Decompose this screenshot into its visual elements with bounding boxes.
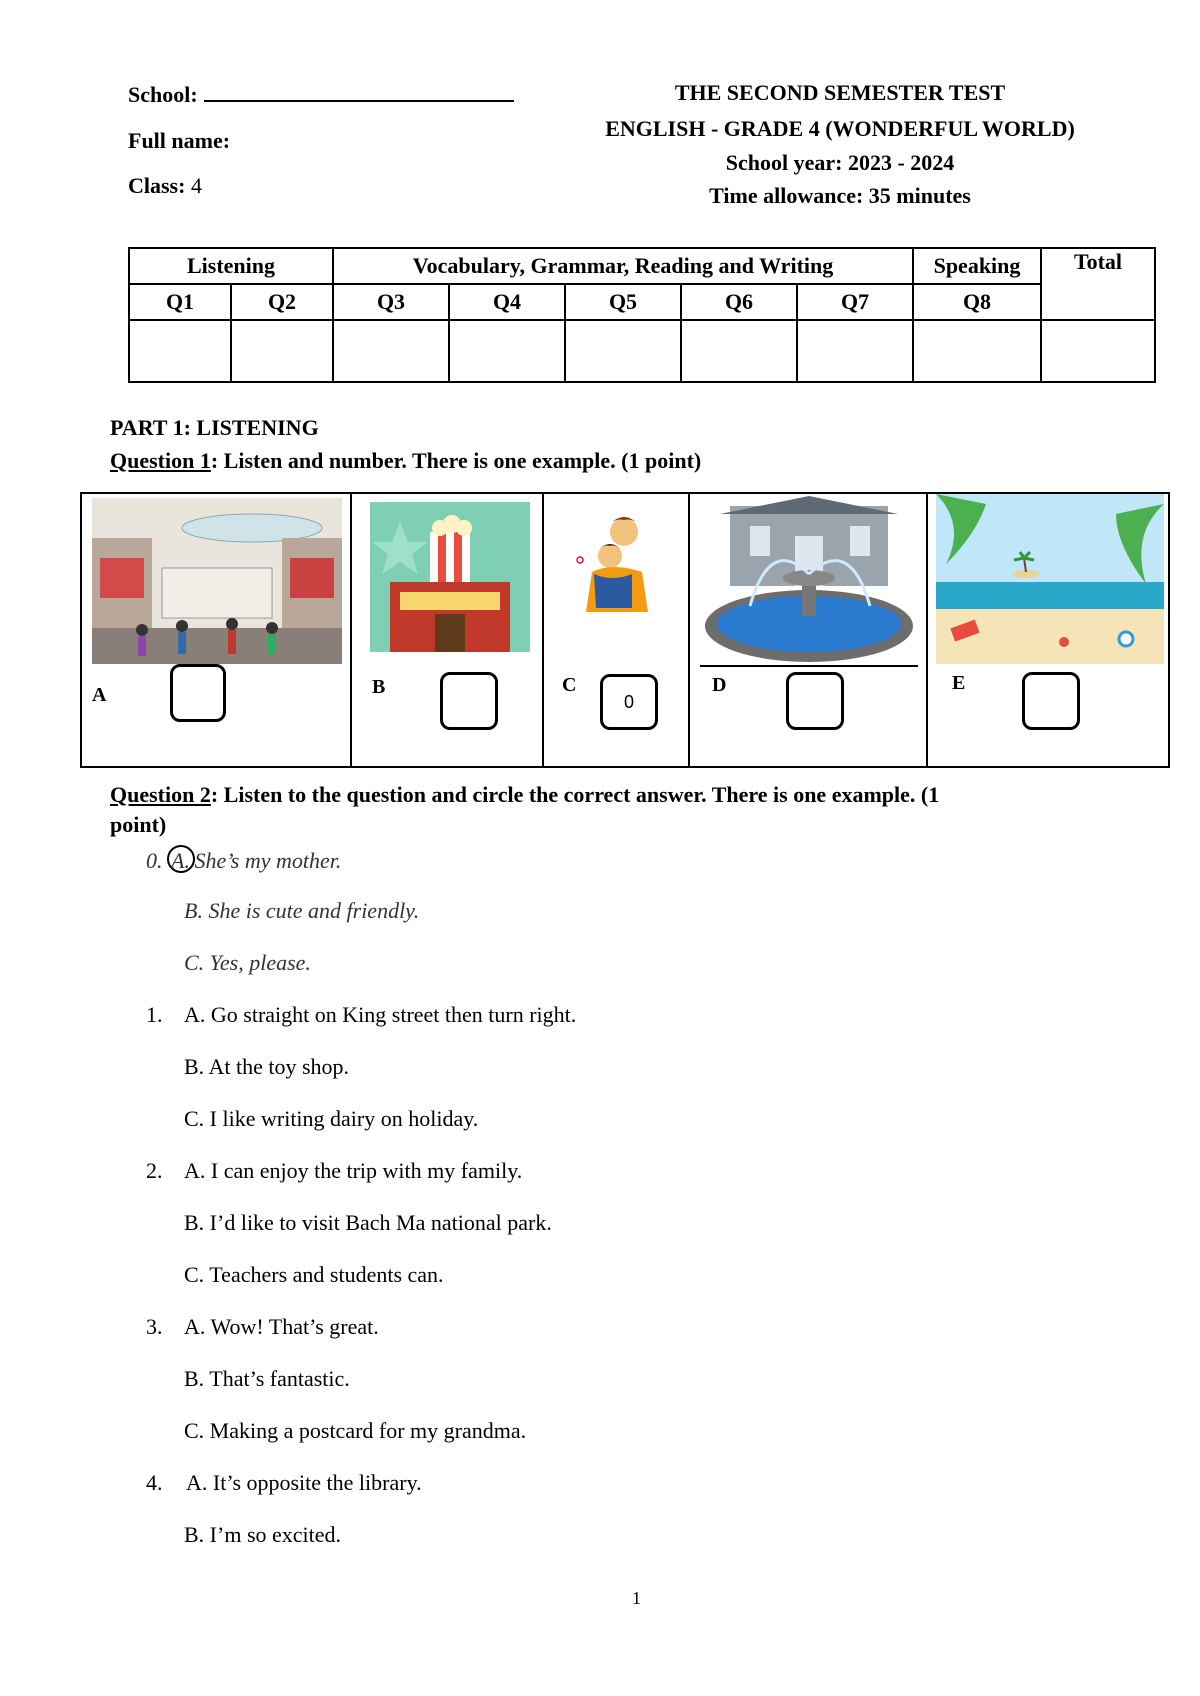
school-line	[128, 80, 514, 108]
picture-cell-d	[690, 494, 928, 766]
q5-header: Q5	[565, 284, 681, 320]
q8-header: Q8	[913, 284, 1041, 320]
question1-title	[110, 448, 701, 474]
hug-picture	[572, 512, 662, 622]
answer-box-e[interactable]	[1022, 672, 1080, 730]
answer-box-b[interactable]	[440, 672, 498, 730]
item-2-option-a[interactable]: A. I can enjoy the trip with my family.	[184, 1158, 523, 1183]
item-2-number: 2.	[146, 1158, 163, 1183]
picture-cell-b	[352, 494, 544, 766]
q4-score-cell[interactable]	[449, 320, 565, 382]
answer-box-a[interactable]	[170, 664, 226, 722]
picture-letter-e: E	[952, 672, 966, 694]
answer-box-c[interactable]: 0	[600, 674, 658, 730]
picture-cell-a	[82, 494, 352, 766]
item-4-number: 4.	[146, 1470, 163, 1495]
page-number: 1	[632, 1588, 641, 1608]
example-option-a	[146, 845, 341, 874]
example-number: 0.	[146, 848, 163, 873]
question2-text-cont: point)	[110, 812, 167, 837]
cinema-picture	[370, 502, 530, 652]
question2-title	[110, 782, 1150, 808]
q1-header: Q1	[129, 284, 231, 320]
question1-label: Question 1	[110, 448, 211, 473]
q2-score-cell[interactable]	[231, 320, 333, 382]
school-label: School:	[128, 82, 198, 107]
answer-box-d[interactable]	[786, 672, 844, 730]
group-speaking: Speaking	[913, 248, 1041, 284]
q7-header: Q7	[797, 284, 913, 320]
school-year: School year: 2023 - 2024	[725, 150, 955, 175]
example-option-b: B. She is cute and friendly.	[184, 898, 420, 923]
item-1-number: 1.	[146, 1002, 163, 1027]
item-2-option-c[interactable]: C. Teachers and students can.	[184, 1262, 444, 1287]
test-subtitle: ENGLISH - GRADE 4 (WONDERFUL WORLD)	[605, 116, 1075, 141]
picture-letter-b: B	[372, 676, 386, 698]
time-allowance: Time allowance: 35 minutes	[709, 183, 971, 208]
class-label: Class:	[128, 173, 186, 198]
fountain-picture	[700, 496, 918, 668]
example-option-c: C. Yes, please.	[184, 950, 311, 975]
test-title: THE SECOND SEMESTER TEST	[674, 80, 1006, 105]
q6-header: Q6	[681, 284, 797, 320]
class-line	[128, 173, 202, 199]
question1-text: : Listen and number. There is one example. (1 point)	[210, 448, 702, 473]
q2-header: Q2	[231, 284, 333, 320]
item-4-option-b[interactable]: B. I’m so excited.	[184, 1522, 342, 1547]
q6-score-cell[interactable]	[681, 320, 797, 382]
item-3-option-c[interactable]: C. Making a postcard for my grandma.	[184, 1418, 527, 1443]
group-total: Total	[1041, 248, 1155, 320]
fullname-label: Full name:	[128, 128, 231, 153]
picture-letter-c: C	[562, 674, 577, 696]
item-3-option-b[interactable]: B. That’s fantastic.	[184, 1366, 350, 1391]
question1-picture-table	[80, 492, 1170, 768]
picture-cell-e	[928, 494, 1168, 766]
beach-picture	[936, 494, 1164, 664]
q3-score-cell[interactable]	[333, 320, 449, 382]
shopping-mall-picture	[92, 498, 342, 664]
example-answer-a: She’s my mother.	[194, 848, 342, 873]
group-vgrw: Vocabulary, Grammar, Reading and Writing	[333, 248, 913, 284]
school-blank[interactable]	[204, 80, 514, 102]
item-1-option-b[interactable]: B. At the toy shop.	[184, 1054, 350, 1079]
question2-text: : Listen to the question and circle the correct answer. There is one example. (1	[210, 782, 940, 807]
item-2-option-b[interactable]: B. I’d like to visit Bach Ma national park.	[184, 1210, 552, 1235]
picture-letter-a: A	[92, 684, 107, 706]
item-3-option-a[interactable]: A. Wow! That’s great.	[184, 1314, 379, 1339]
q8-score-cell[interactable]	[913, 320, 1041, 382]
question2-label: Question 2	[110, 782, 211, 807]
q1-score-cell[interactable]	[129, 320, 231, 382]
class-value: 4	[190, 173, 202, 198]
item-3-number: 3.	[146, 1314, 163, 1339]
q4-header: Q4	[449, 284, 565, 320]
picture-cell-c	[544, 494, 690, 766]
item-1-option-a[interactable]: A. Go straight on King street then turn right.	[184, 1002, 577, 1027]
group-listening: Listening	[129, 248, 333, 284]
item-1-option-c[interactable]: C. I like writing dairy on holiday.	[184, 1106, 479, 1131]
q3-header: Q3	[333, 284, 449, 320]
q5-score-cell[interactable]	[565, 320, 681, 382]
total-score-cell[interactable]	[1041, 320, 1155, 382]
item-4-option-a[interactable]: A. It’s opposite the library.	[186, 1470, 422, 1495]
score-table	[128, 247, 1156, 383]
part1-title: PART 1: LISTENING	[110, 415, 319, 440]
picture-letter-d: D	[712, 674, 727, 696]
q7-score-cell[interactable]	[797, 320, 913, 382]
circled-answer-a: A.	[167, 845, 195, 873]
